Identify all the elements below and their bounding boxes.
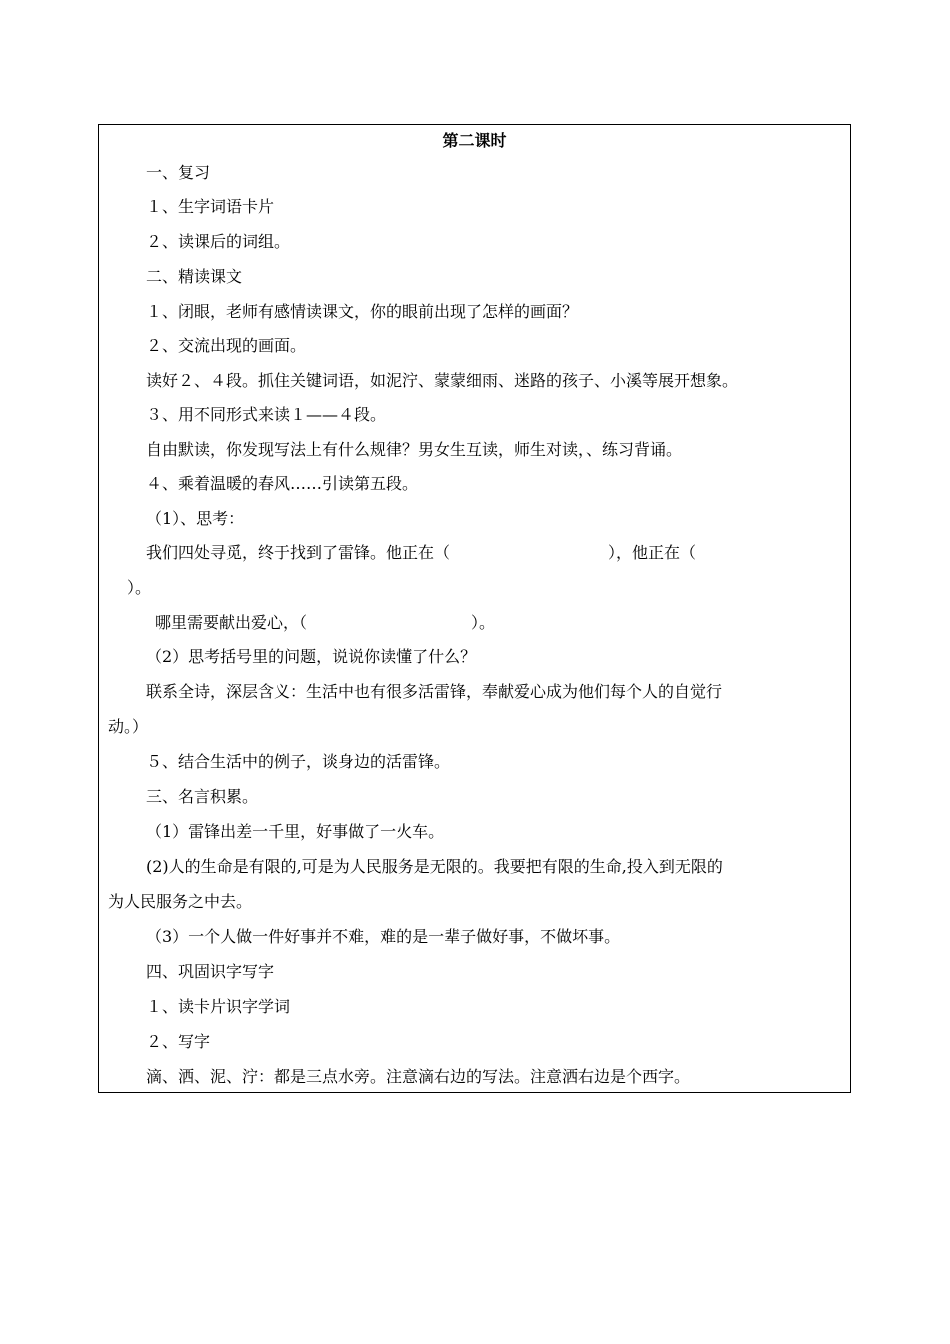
text-line: 三、名言积累。 xyxy=(146,787,259,806)
text-line: （1）雷锋出差一千里，好事做了一火车。 xyxy=(146,822,445,841)
lesson-table-cell xyxy=(98,124,851,1093)
fill-in-prompt: 我们四处寻觅，终于找到了雷锋。他正在（ xyxy=(146,543,451,562)
text-line xyxy=(155,613,495,633)
text-line: １、读卡片识字学词 xyxy=(146,997,291,1016)
text-line: 为人民服务之中去。 xyxy=(108,892,253,911)
text-line: 联系全诗，深层含义：生活中也有很多活雷锋，奉献爱心成为他们每个人的自觉行 xyxy=(146,682,723,701)
text-line: 一、复习 xyxy=(146,163,211,182)
lesson-title: 第二课时 xyxy=(442,131,507,150)
text-line: 四、巩固识字写字 xyxy=(146,962,275,981)
fill-in-prompt: 哪里需要献出爱心，（ xyxy=(155,613,308,632)
text-line: ）。 xyxy=(127,578,152,597)
text-line xyxy=(146,543,696,563)
text-line: （3）一个人做一件好事并不难，难的是一辈子做好事，不做坏事。 xyxy=(146,927,621,946)
text-line: （1）、思考： xyxy=(146,509,245,528)
text-line: ２、读课后的词组。 xyxy=(146,232,291,251)
text-line: ５、结合生活中的例子，谈身边的活雷锋。 xyxy=(146,752,451,771)
text-line: 二、精读课文 xyxy=(146,267,243,286)
fill-in-prompt: ）。 xyxy=(471,613,496,632)
text-line: ２、写字 xyxy=(146,1032,211,1051)
text-line: （2）思考括号里的问题，说说你读懂了什么？ xyxy=(146,647,477,666)
text-line: 滴、洒、泥、泞：都是三点水旁。注意滴右边的写法。注意洒右边是个西字。 xyxy=(146,1067,691,1086)
text-line: 自由默读，你发现写法上有什么规律？男女生互读，师生对读，、练习背诵。 xyxy=(146,440,683,459)
text-line: 动。） xyxy=(108,717,149,736)
text-line: ４、乘着温暖的春风……引读第五段。 xyxy=(146,474,419,493)
text-line: (2)人的生命是有限的,可是为人民服务是无限的。我要把有限的生命,投入到无限的 xyxy=(146,857,723,876)
text-line: １、生字词语卡片 xyxy=(146,197,275,216)
text-line: １、闭眼，老师有感情读课文，你的眼前出现了怎样的画面？ xyxy=(146,302,579,321)
text-line: ２、交流出现的画面。 xyxy=(146,336,307,355)
text-line: 读好２、４段。抓住关键词语，如泥泞、蒙蒙细雨、迷路的孩子、小溪等展开想象。 xyxy=(146,371,739,390)
fill-in-prompt: ），他正在（ xyxy=(608,543,697,562)
text-line: ３、用不同形式来读１——４段。 xyxy=(146,405,387,424)
